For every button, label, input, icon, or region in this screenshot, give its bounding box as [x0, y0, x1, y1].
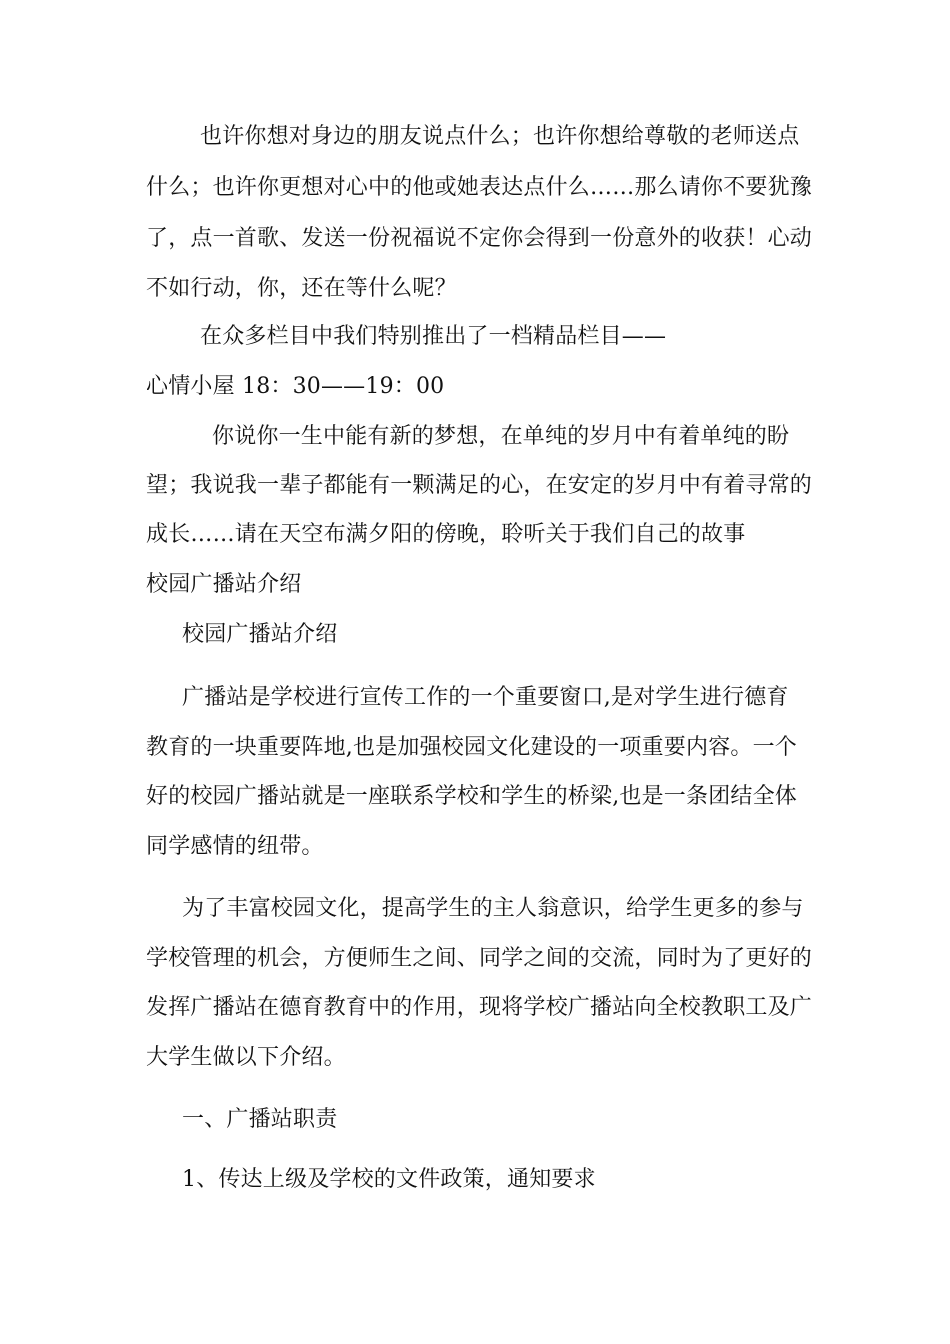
- paragraph-line: 不如行动，你，还在等什么呢？: [146, 276, 457, 301]
- paragraph-line: 在众多栏目中我们特别推出了一档精品栏目——: [200, 324, 667, 349]
- section-heading: 校园广播站介绍: [182, 622, 338, 647]
- paragraph-line: 好的校园广播站就是一座联系学校和学生的桥梁,也是一条团结全体: [146, 784, 797, 809]
- list-item: 1、传达上级及学校的文件政策，通知要求: [182, 1167, 596, 1192]
- paragraph-line: 同学感情的纽带。: [146, 834, 324, 859]
- program-time-line: 心情小屋 18：30——19：00: [146, 374, 445, 399]
- paragraph-line: 也许你想对身边的朋友说点什么；也许你想给尊敬的老师送点: [200, 124, 800, 149]
- paragraph-line: 了，点一首歌、发送一份祝福说不定你会得到一份意外的收获！心动: [146, 226, 813, 251]
- paragraph-line: 发挥广播站在德育教育中的作用，现将学校广播站向全校教职工及广: [146, 995, 813, 1020]
- paragraph-line: 学校管理的机会，方便师生之间、同学之间的交流，同时为了更好的: [146, 946, 813, 971]
- paragraph-line: 为了丰富校园文化，提高学生的主人翁意识，给学生更多的参与: [182, 896, 804, 921]
- section-heading: 一、广播站职责: [182, 1107, 338, 1132]
- paragraph-line: 教育的一块重要阵地,也是加强校园文化建设的一项重要内容。一个: [146, 735, 797, 760]
- paragraph-line: 广播站是学校进行宣传工作的一个重要窗口,是对学生进行德育: [182, 685, 789, 710]
- paragraph-line: 什么；也许你更想对心中的他或她表达点什么……那么请你不要犹豫: [146, 175, 813, 200]
- paragraph-line: 成长……请在天空布满夕阳的傍晚，聆听关于我们自己的故事: [146, 522, 746, 547]
- paragraph-line: 你说你一生中能有新的梦想，在单纯的岁月中有着单纯的盼: [212, 424, 790, 449]
- section-heading: 校园广播站介绍: [146, 572, 302, 597]
- paragraph-line: 望；我说我一辈子都能有一颗满足的心，在安定的岁月中有着寻常的: [146, 473, 813, 498]
- paragraph-line: 大学生做以下介绍。: [146, 1045, 346, 1070]
